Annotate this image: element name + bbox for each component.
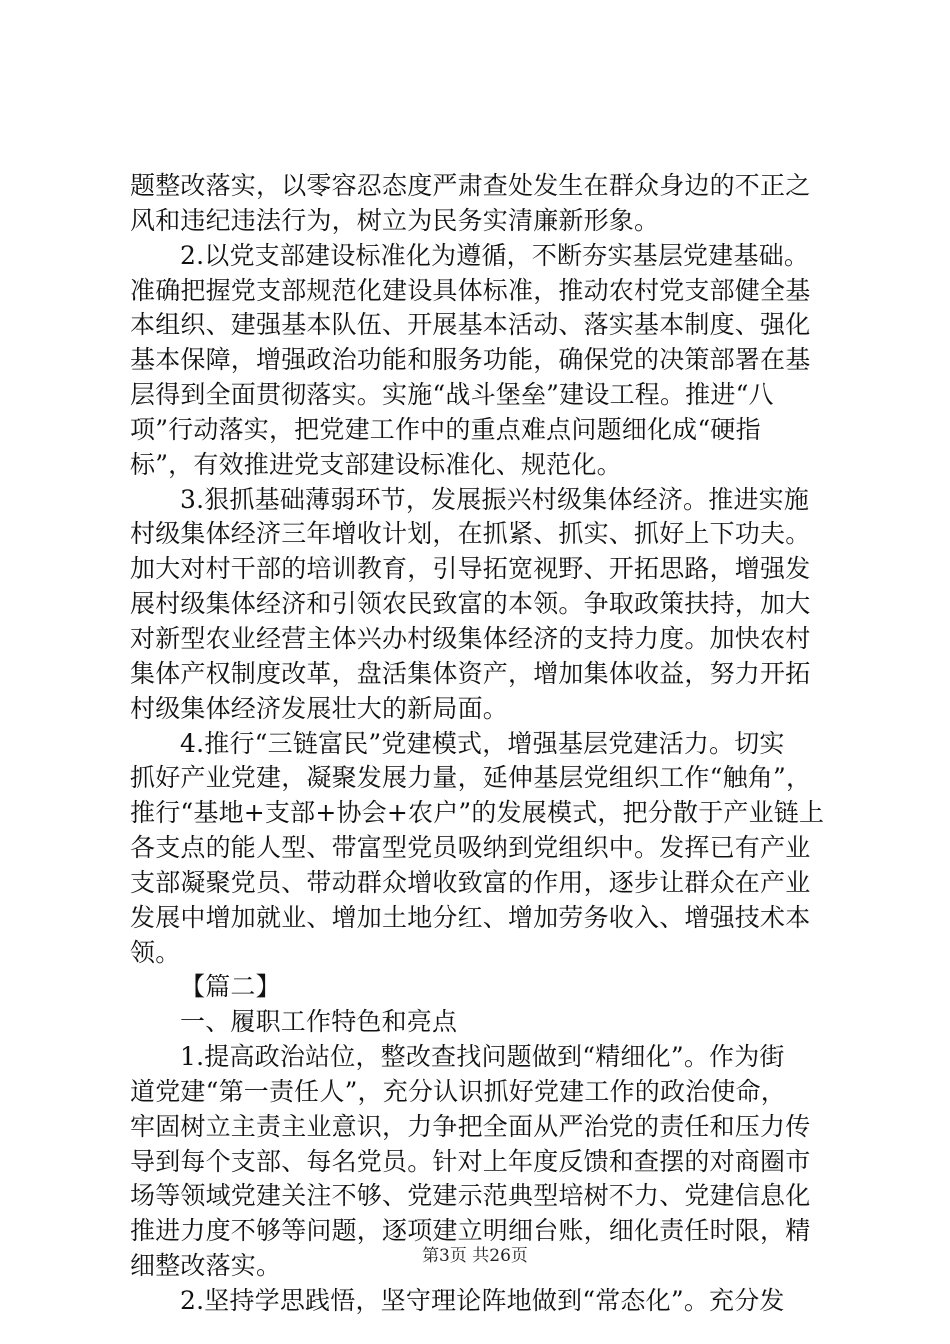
text-line: 题整改落实，以零容忍态度严肃查处发生在群众身边的不正之 — [130, 171, 811, 200]
text-line: 支部凝聚党员、带动群众增收致富的作用，逐步让群众在产业 — [130, 867, 811, 897]
text-line: 一、履职工作特色和亮点 — [180, 1007, 458, 1037]
text-line: 领。 — [130, 937, 181, 967]
text-line: 2.坚持学思践悟，坚守理论阵地做到“常态化”。充分发 — [180, 1286, 785, 1315]
text-line: 道党建“第一责任人”，充分认识抓好党建工作的政治使命， — [130, 1076, 786, 1106]
text-line: 基本保障，增强政治功能和服务功能，确保党的决策部署在基 — [130, 345, 811, 375]
text-line: 牢固树立主责主业意识，力争把全面从严治党的责任和压力传 — [130, 1111, 811, 1141]
text-line: 细整改落实。 — [130, 1251, 282, 1281]
text-line: 风和违纪违法行为，树立为民务实清廉新形象。 — [130, 205, 660, 235]
text-line: 项”行动落实，把党建工作中的重点难点问题细化成“硬指 — [130, 414, 761, 444]
text-line: 【篇二】 — [180, 972, 281, 1002]
text-line: 1.提高政治站位，整改查找问题做到“精细化”。作为街 — [180, 1042, 785, 1072]
text-line: 村级集体经济三年增收计划，在抓紧、抓实、抓好上下功夫。 — [130, 519, 811, 549]
text-line: 村级集体经济发展壮大的新局面。 — [130, 693, 509, 723]
text-line: 3.狠抓基础薄弱环节，发展振兴村级集体经济。推进实施 — [180, 484, 810, 514]
text-line: 本组织、建强基本队伍、开展基本活动、落实基本制度、强化 — [130, 310, 811, 340]
text-line: 集体产权制度改革，盘活集体资产，增加集体收益，努力开拓 — [130, 658, 811, 688]
text-line: 场等领域党建关注不够、党建示范典型培树不力、党建信息化 — [130, 1181, 811, 1211]
text-line: 推进力度不够等问题，逐项建立明细台账，细化责任时限，精 — [130, 1216, 811, 1246]
text-line: 对新型农业经营主体兴办村级集体经济的支持力度。加快农村 — [130, 623, 811, 653]
text-line: 发展中增加就业、增加土地分红、增加劳务收入、增强技术本 — [130, 902, 811, 932]
text-line: 准确把握党支部规范化建设具体标准，推动农村党支部健全基 — [130, 275, 811, 305]
text-line: 标”，有效推进党支部建设标准化、规范化。 — [130, 449, 622, 479]
document-body — [130, 169, 840, 1319]
text-line: 加大对村干部的培训教育，引导拓宽视野、开拓思路，增强发 — [130, 554, 811, 584]
page-footer: 第3页 共26页 — [422, 1246, 528, 1266]
text-line: 4.推行“三链富民”党建模式，增强基层党建活力。切实 — [180, 728, 785, 758]
text-line: 各支点的能人型、带富型党员吸纳到党组织中。发挥已有产业 — [130, 833, 811, 863]
text-line: 层得到全面贯彻落实。实施“战斗堡垒”建设工程。推进“八 — [130, 380, 774, 410]
text-line: 导到每个支部、每名党员。针对上年度反馈和查摆的对商圈市 — [130, 1146, 811, 1176]
text-line: 展村级集体经济和引领农民致富的本领。争取政策扶持，加大 — [130, 589, 811, 619]
text-line: 2.以党支部建设标准化为遵循，不断夯实基层党建基础。 — [180, 240, 810, 270]
text-line: 推行“基地+支部+协会+农户”的发展模式，把分散于产业链上 — [130, 798, 825, 828]
text-line: 抓好产业党建，凝聚发展力量，延伸基层党组织工作“触角”， — [130, 763, 812, 793]
